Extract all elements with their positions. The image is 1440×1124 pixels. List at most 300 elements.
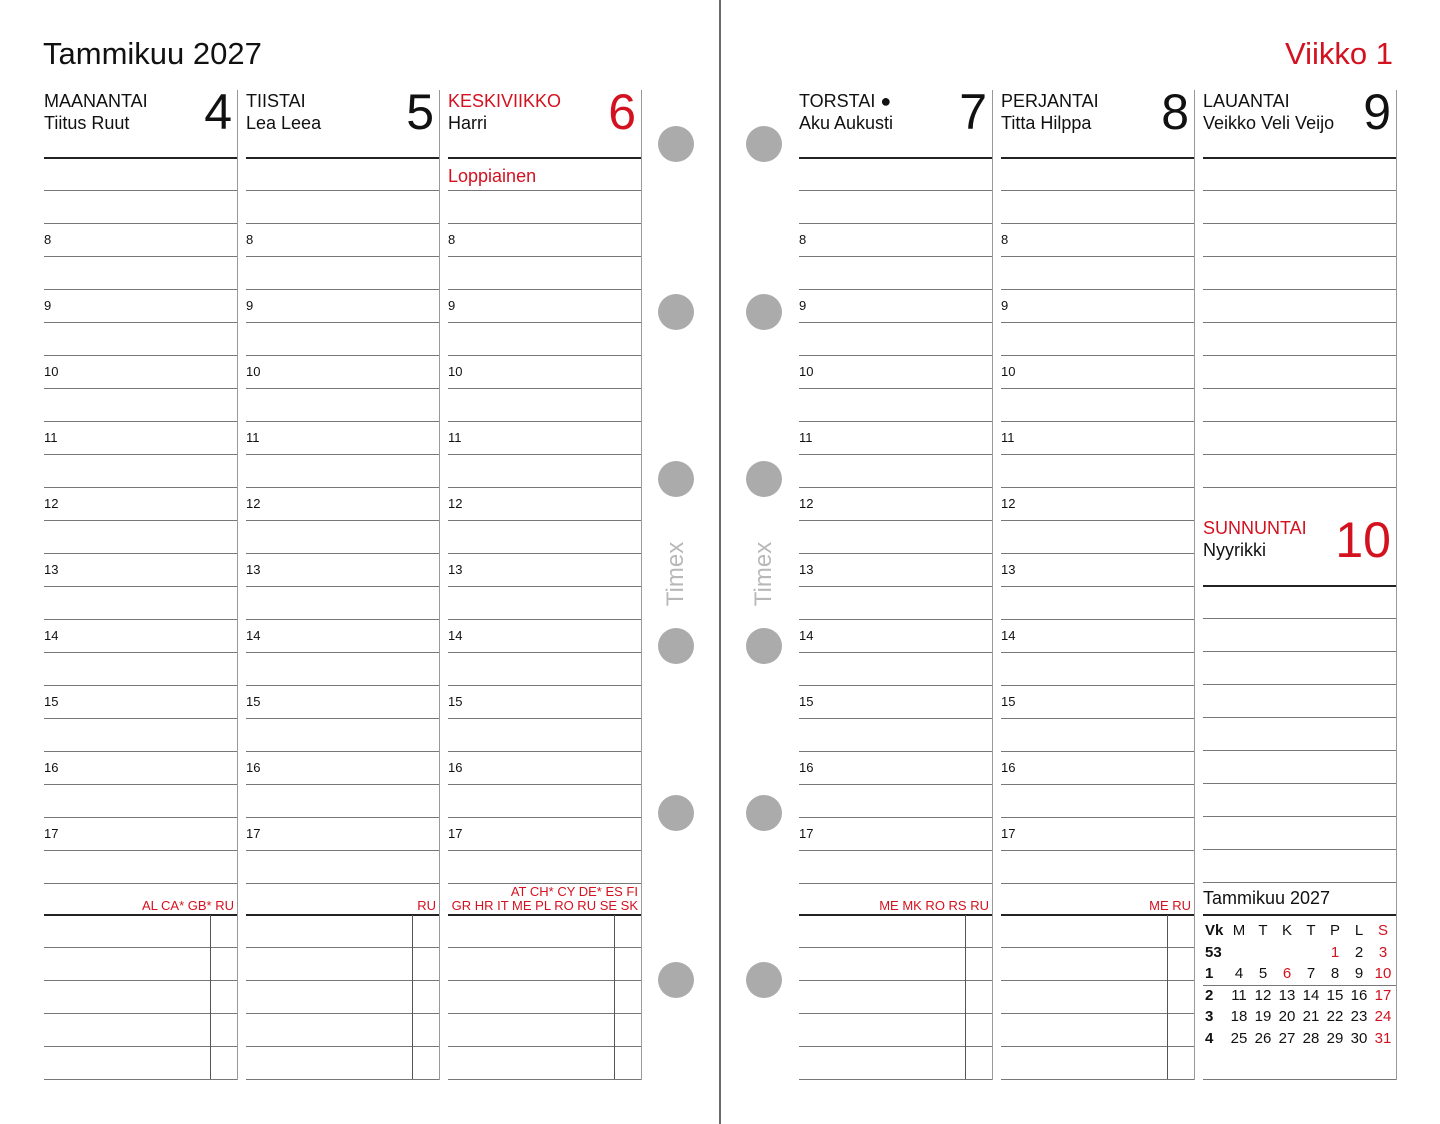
ruled-line <box>1001 619 1194 620</box>
week-number: 4 <box>1205 1029 1214 1047</box>
hour-label: 13 <box>1001 562 1016 577</box>
ruled-line <box>1203 849 1396 850</box>
punch-hole <box>746 294 782 330</box>
punch-hole <box>658 126 694 162</box>
hour-label: 12 <box>1001 496 1016 511</box>
hour-label: 11 <box>246 430 260 445</box>
calendar-date: 7 <box>1306 965 1316 982</box>
ruled-line <box>246 1046 439 1047</box>
ruled-line <box>1203 882 1396 883</box>
notes-divider <box>1167 915 1168 1079</box>
hour-label: 11 <box>44 430 58 445</box>
ruled-line <box>246 355 439 356</box>
hour-label: 8 <box>799 232 807 247</box>
notes-divider <box>965 915 966 1079</box>
punch-hole <box>746 461 782 497</box>
ruled-line <box>44 1079 237 1080</box>
ruled-line <box>799 388 992 389</box>
ruled-line <box>44 421 237 422</box>
notes-divider <box>614 915 615 1079</box>
ruled-line <box>44 289 237 290</box>
ruled-line <box>246 586 439 587</box>
hour-label: 13 <box>799 562 814 577</box>
ruled-line <box>1203 190 1396 191</box>
ruled-line <box>1001 914 1194 916</box>
ruled-line <box>44 980 237 981</box>
calendar-date: L <box>1354 922 1364 939</box>
hour-label: 8 <box>44 232 52 247</box>
ruled-line <box>44 256 237 257</box>
ruled-line <box>799 223 992 224</box>
calendar-date: 4 <box>1234 965 1244 982</box>
ruled-line <box>448 487 641 488</box>
holiday-label: Loppiainen <box>448 166 537 186</box>
calendar-date: T <box>1306 922 1316 939</box>
ruled-line <box>246 947 439 948</box>
ruled-line <box>246 223 439 224</box>
calendar-date: 17 <box>1374 986 1392 1004</box>
hour-label: 14 <box>448 628 463 643</box>
ruled-line <box>246 619 439 620</box>
ruled-line <box>1001 421 1194 422</box>
ruled-line <box>799 751 992 752</box>
ruled-line <box>448 980 641 981</box>
ruled-line <box>799 718 992 719</box>
mini-calendar-title: Tammikuu 2027 <box>1203 888 1331 908</box>
ruled-line <box>44 947 237 948</box>
day-name: KESKIVIIKKO <box>448 91 562 111</box>
name-day: Veikko Veli Veijo <box>1203 113 1335 133</box>
calendar-date: 19 <box>1254 1008 1272 1025</box>
hour-label: 10 <box>448 364 463 379</box>
ruled-line <box>448 1013 641 1014</box>
ruled-line <box>1001 355 1194 356</box>
ruled-line <box>1001 718 1194 719</box>
hour-label: 11 <box>1001 430 1015 445</box>
ruled-line <box>1001 454 1194 455</box>
ruled-line <box>44 388 237 389</box>
flag-days-codes: RU <box>417 898 436 913</box>
punch-hole <box>746 962 782 998</box>
ruled-line <box>44 520 237 521</box>
ruled-line <box>1001 487 1194 488</box>
ruled-line <box>799 784 992 785</box>
hour-label: 12 <box>799 496 814 511</box>
ruled-line <box>799 652 992 653</box>
day-number: 8 <box>1161 84 1189 140</box>
ruled-line <box>448 157 641 159</box>
hour-label: 10 <box>246 364 261 379</box>
flag-days-codes: ME MK RO RS RU <box>879 898 989 913</box>
ruled-line <box>799 914 992 916</box>
hour-label: 15 <box>799 694 814 709</box>
punch-hole <box>746 628 782 664</box>
ruled-line <box>246 652 439 653</box>
ruled-line <box>799 817 992 818</box>
ruled-line <box>246 256 439 257</box>
name-day: Lea Leea <box>246 113 322 133</box>
ruled-line <box>246 454 439 455</box>
ruled-line <box>246 421 439 422</box>
ruled-line <box>1203 454 1396 455</box>
ruled-line <box>799 586 992 587</box>
ruled-line <box>448 947 641 948</box>
hour-label: 15 <box>246 694 261 709</box>
calendar-date: T <box>1258 922 1268 939</box>
ruled-line <box>799 190 992 191</box>
ruled-line <box>799 256 992 257</box>
ruled-line <box>448 652 641 653</box>
day-name: LAUANTAI <box>1203 91 1290 111</box>
calendar-date: 14 <box>1302 986 1320 1004</box>
week-number: 53 <box>1205 943 1222 961</box>
ruled-line <box>1203 618 1396 619</box>
hour-label: 15 <box>1001 694 1016 709</box>
day-name: TIISTAI <box>246 91 306 111</box>
ruled-line <box>448 784 641 785</box>
ruled-line <box>246 718 439 719</box>
ruled-line <box>44 322 237 323</box>
hour-label: 12 <box>448 496 463 511</box>
calendar-date: 27 <box>1278 1029 1296 1047</box>
ruled-line <box>1203 487 1396 488</box>
ruled-line <box>1001 1046 1194 1047</box>
ruled-line <box>448 553 641 554</box>
ruled-line <box>1203 651 1396 652</box>
ruled-line <box>448 751 641 752</box>
flag-days-codes: AL CA* GB* RU <box>142 898 234 913</box>
hour-label: 17 <box>448 826 463 841</box>
flag-days-codes: GR HR IT ME PL RO RU SE SK <box>451 898 638 913</box>
calendar-date: 24 <box>1374 1008 1392 1025</box>
ruled-line <box>44 685 237 686</box>
ruled-line <box>246 520 439 521</box>
ruled-line <box>799 421 992 422</box>
calendar-date: 5 <box>1258 965 1268 982</box>
ruled-line <box>246 289 439 290</box>
ruled-line <box>1203 388 1396 389</box>
ruled-line <box>799 553 992 554</box>
calendar-date: 18 <box>1230 1008 1248 1025</box>
hour-label: 12 <box>44 496 59 511</box>
punch-hole <box>658 294 694 330</box>
ruled-line <box>44 223 237 224</box>
day-column <box>448 84 642 1080</box>
punch-hole <box>658 461 694 497</box>
ruled-line <box>44 914 237 916</box>
ruled-line <box>246 817 439 818</box>
ruled-line <box>1001 883 1194 884</box>
mini-calendar-week <box>1203 963 1396 985</box>
ruled-line <box>44 454 237 455</box>
ruled-line <box>448 850 641 851</box>
ruled-line <box>799 487 992 488</box>
hour-label: 14 <box>246 628 261 643</box>
ruled-line <box>448 388 641 389</box>
hour-label: 10 <box>44 364 59 379</box>
ruled-line <box>44 619 237 620</box>
hour-label: 9 <box>448 298 456 313</box>
day-number: 5 <box>406 84 434 140</box>
ruled-line <box>1203 223 1396 224</box>
ruled-line <box>1001 817 1194 818</box>
ruled-line <box>448 454 641 455</box>
ruled-line <box>1203 914 1396 916</box>
ruled-line <box>44 784 237 785</box>
day-number: 9 <box>1363 84 1391 140</box>
ruled-line <box>44 190 237 191</box>
ruled-line <box>799 157 992 159</box>
calendar-date: 29 <box>1326 1029 1344 1047</box>
ruled-line <box>1203 322 1396 323</box>
ruled-line <box>44 487 237 488</box>
ruled-line <box>44 1013 237 1014</box>
ruled-line <box>448 223 641 224</box>
hour-label: 16 <box>799 760 814 775</box>
hour-label: 13 <box>448 562 463 577</box>
ruled-line <box>246 1013 439 1014</box>
hour-label: 14 <box>44 628 59 643</box>
ruled-line <box>1001 157 1194 159</box>
ruled-line <box>1001 553 1194 554</box>
day-name: TORSTAI ● <box>799 91 892 111</box>
notes-divider <box>412 915 413 1079</box>
calendar-date: P <box>1329 922 1340 939</box>
ruled-line <box>1001 190 1194 191</box>
day-name: MAANANTAI <box>44 91 148 111</box>
week-number: 2 <box>1205 986 1214 1004</box>
ruled-line <box>1001 1013 1194 1014</box>
day-name: SUNNUNTAI <box>1203 518 1307 538</box>
hour-label: 11 <box>799 430 813 445</box>
calendar-date: 15 <box>1326 986 1344 1004</box>
hour-label: 16 <box>44 760 59 775</box>
hour-label: 10 <box>799 364 814 379</box>
calendar-date: 21 <box>1302 1008 1320 1025</box>
ruled-line <box>448 289 641 290</box>
day-column <box>1001 84 1195 1080</box>
name-day: Titta Hilppa <box>1001 113 1092 133</box>
ruled-line <box>1001 685 1194 686</box>
mini-calendar-week <box>1203 985 1396 1007</box>
ruled-line <box>448 355 641 356</box>
ruled-line <box>1203 783 1396 784</box>
ruled-line <box>246 784 439 785</box>
ruled-line <box>1001 980 1194 981</box>
calendar-date: K <box>1281 922 1292 939</box>
mini-calendar-week <box>1203 942 1396 964</box>
mini-calendar-week <box>1203 1028 1396 1050</box>
ruled-line <box>799 850 992 851</box>
ruled-line <box>799 1046 992 1047</box>
hour-label: 8 <box>448 232 456 247</box>
month-title: Tammikuu 2027 <box>43 36 262 71</box>
ruled-line <box>1001 322 1194 323</box>
ruled-line <box>799 454 992 455</box>
ruled-line <box>799 1013 992 1014</box>
ruled-line <box>448 685 641 686</box>
calendar-date: 22 <box>1326 1008 1344 1025</box>
week-title: Viikko 1 <box>1285 36 1393 71</box>
ruled-line <box>246 553 439 554</box>
day-number: 6 <box>608 84 636 140</box>
hour-label: 9 <box>246 298 254 313</box>
calendar-date: 11 <box>1231 986 1247 1004</box>
ruled-line <box>448 914 641 916</box>
calendar-date: 30 <box>1350 1029 1368 1047</box>
week-number: 1 <box>1205 965 1214 982</box>
mini-calendar-header <box>1203 920 1396 942</box>
ruled-line <box>1203 750 1396 751</box>
ruled-line <box>799 520 992 521</box>
ruled-line <box>44 1046 237 1047</box>
punch-hole <box>746 795 782 831</box>
ruled-line <box>448 586 641 587</box>
name-day: Aku Aukusti <box>799 113 894 133</box>
ruled-line <box>246 322 439 323</box>
notes-divider <box>210 915 211 1079</box>
ruled-line <box>1001 652 1194 653</box>
ruled-line <box>44 553 237 554</box>
timex-logo: Timex <box>750 541 777 607</box>
hour-label: 12 <box>246 496 261 511</box>
calendar-date: 16 <box>1350 986 1368 1004</box>
ruled-line <box>44 850 237 851</box>
week-number: Vk <box>1205 922 1224 939</box>
ruled-line <box>1203 289 1396 290</box>
punch-hole <box>658 962 694 998</box>
ruled-line <box>1001 388 1194 389</box>
ruled-line <box>44 751 237 752</box>
timex-logo: Timex <box>662 541 689 607</box>
ruled-line <box>1203 717 1396 718</box>
hour-label: 13 <box>44 562 59 577</box>
calendar-date: 31 <box>1374 1029 1392 1047</box>
hour-label: 13 <box>246 562 261 577</box>
ruled-line <box>44 157 237 159</box>
ruled-line <box>246 388 439 389</box>
hour-label: 11 <box>448 430 462 445</box>
week-number: 3 <box>1205 1008 1214 1025</box>
ruled-line <box>246 685 439 686</box>
ruled-line <box>448 520 641 521</box>
ruled-line <box>246 751 439 752</box>
calendar-date: 6 <box>1282 965 1292 982</box>
ruled-line <box>1203 421 1396 422</box>
hour-label: 9 <box>799 298 807 313</box>
punch-hole <box>746 126 782 162</box>
ruled-line <box>799 289 992 290</box>
ruled-line <box>448 421 641 422</box>
ruled-line <box>246 980 439 981</box>
ruled-line <box>799 355 992 356</box>
ruled-line <box>1001 223 1194 224</box>
day-column <box>799 84 993 1080</box>
ruled-line <box>246 487 439 488</box>
ruled-line <box>44 817 237 818</box>
ruled-line <box>1203 256 1396 257</box>
calendar-date: M <box>1232 922 1246 939</box>
hour-label: 17 <box>246 826 261 841</box>
ruled-line <box>1203 157 1396 159</box>
ruled-line <box>1203 816 1396 817</box>
ruled-line <box>44 652 237 653</box>
hour-label: 17 <box>799 826 814 841</box>
ruled-line <box>799 322 992 323</box>
ruled-line <box>44 718 237 719</box>
day-number: 7 <box>959 84 987 140</box>
ruled-line <box>448 256 641 257</box>
ruled-line <box>246 190 439 191</box>
calendar-date: 2 <box>1354 943 1364 961</box>
hour-label: 14 <box>1001 628 1016 643</box>
ruled-line <box>246 1079 439 1080</box>
calendar-date: 9 <box>1354 965 1364 982</box>
calendar-date: 8 <box>1330 965 1340 982</box>
hour-label: 15 <box>44 694 59 709</box>
ruled-line <box>246 157 439 159</box>
ruled-line <box>1001 289 1194 290</box>
calendar-date: 23 <box>1350 1008 1368 1025</box>
flag-days-codes: AT CH* CY DE* ES FI <box>510 884 638 899</box>
ruled-line <box>1001 1079 1194 1080</box>
hour-label: 14 <box>799 628 814 643</box>
ruled-line <box>448 718 641 719</box>
ruled-line <box>799 980 992 981</box>
calendar-date: 26 <box>1254 1029 1272 1047</box>
ruled-line <box>448 1079 641 1080</box>
ruled-line <box>1001 256 1194 257</box>
ruled-line <box>1001 850 1194 851</box>
ruled-line <box>246 883 439 884</box>
calendar-date: 25 <box>1230 1029 1248 1047</box>
hour-label: 8 <box>246 232 254 247</box>
ruled-line <box>44 586 237 587</box>
calendar-date: 1 <box>1330 943 1340 961</box>
calendar-date: 10 <box>1374 965 1392 982</box>
weekend-column <box>1203 84 1397 1080</box>
ruled-line <box>799 1079 992 1080</box>
ruled-line <box>799 947 992 948</box>
name-day: Tiitus Ruut <box>44 113 130 133</box>
calendar-date: 12 <box>1254 986 1272 1004</box>
ruled-line <box>1001 784 1194 785</box>
ruled-line <box>1001 947 1194 948</box>
ruled-line <box>448 817 641 818</box>
hour-label: 9 <box>44 298 52 313</box>
ruled-line <box>44 355 237 356</box>
ruled-line <box>246 850 439 851</box>
ruled-line <box>799 883 992 884</box>
calendar-date: 13 <box>1278 986 1296 1004</box>
flag-days-codes: ME RU <box>1149 898 1191 913</box>
punch-hole <box>658 795 694 831</box>
ruled-line <box>1001 751 1194 752</box>
day-number: 10 <box>1335 512 1391 568</box>
hour-label: 17 <box>1001 826 1016 841</box>
hour-label: 8 <box>1001 232 1009 247</box>
ruled-line <box>448 190 641 191</box>
ruled-line <box>1203 684 1396 685</box>
name-day: Harri <box>448 113 487 133</box>
calendar-date: 20 <box>1278 1008 1296 1025</box>
day-column <box>44 84 238 1080</box>
hour-label: 16 <box>448 760 463 775</box>
ruled-line <box>448 322 641 323</box>
name-day: Nyyrikki <box>1203 540 1266 560</box>
mini-calendar-week <box>1203 1006 1396 1028</box>
hour-label: 17 <box>44 826 59 841</box>
